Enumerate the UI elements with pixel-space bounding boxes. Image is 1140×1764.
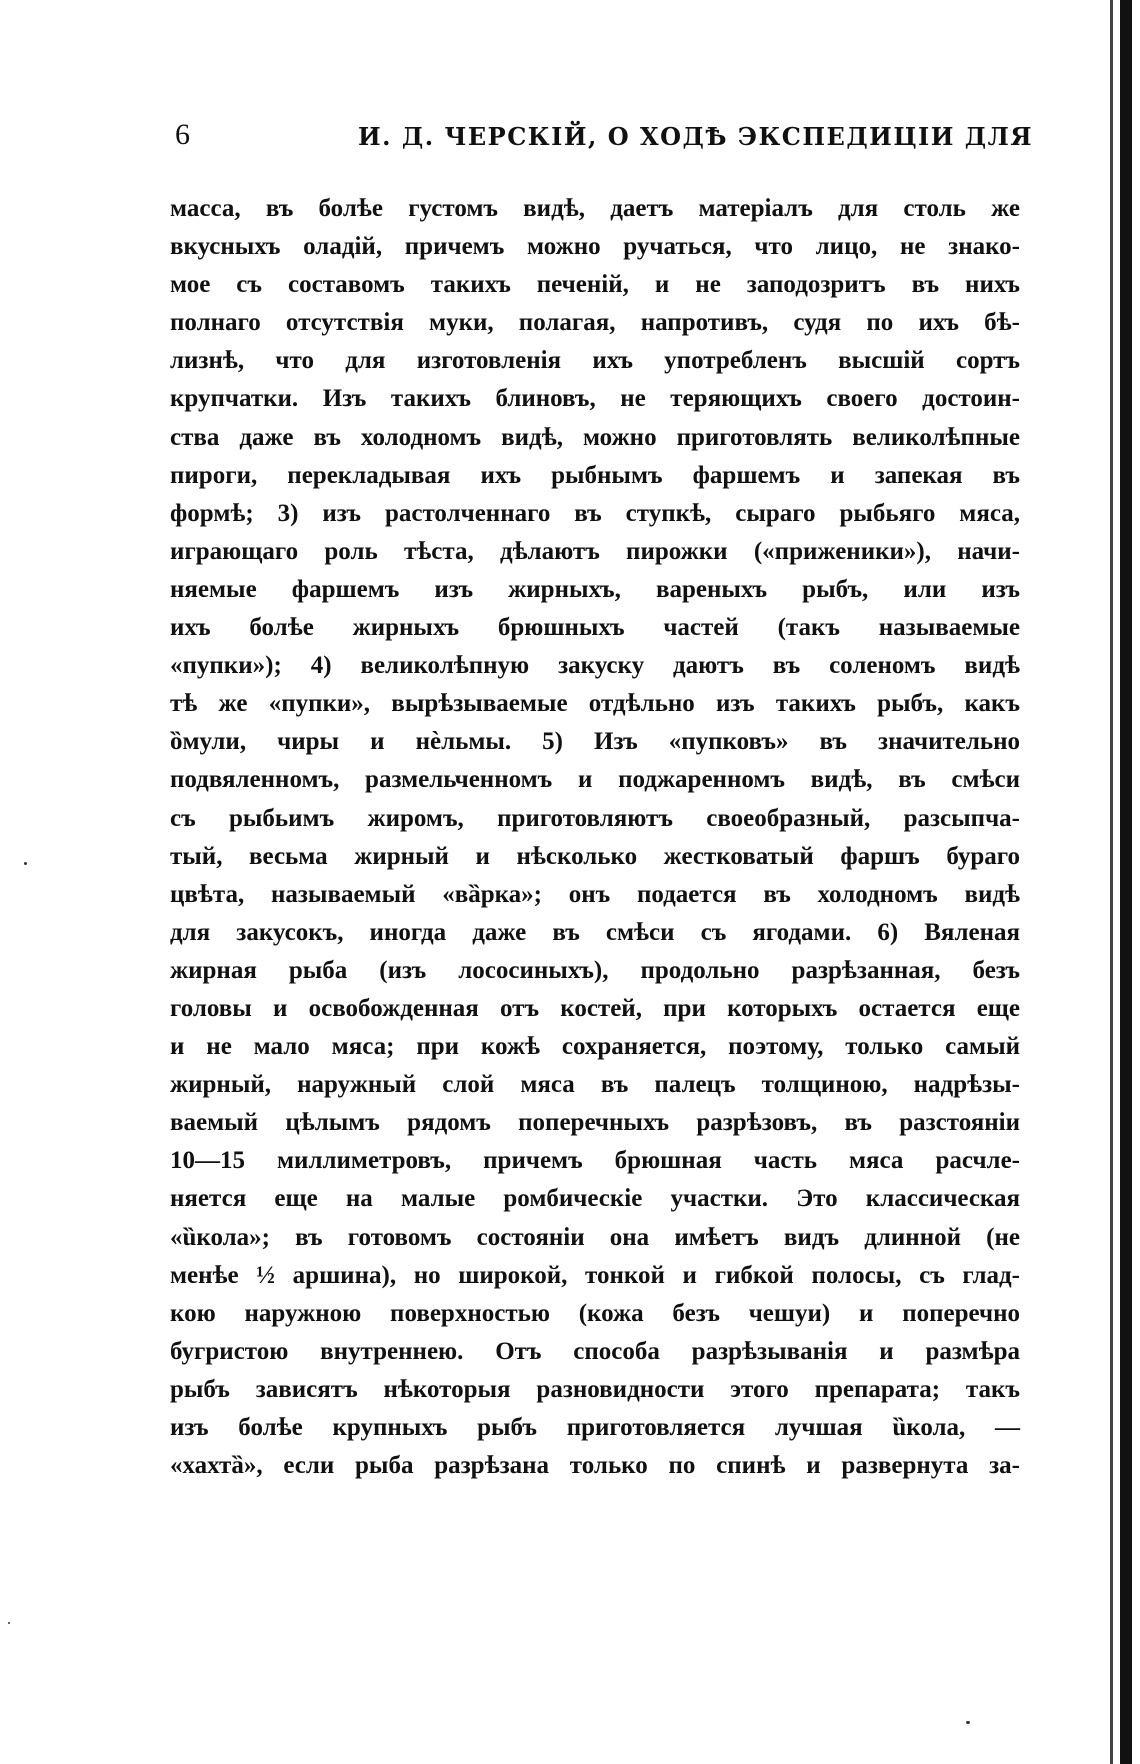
text-line: полнаго отсутствія муки, полагая, напротивъ, судя по ихъ бѣ- (170, 309, 1020, 337)
text-line: «хахтȁ», если рыба разрѣзана только по спинѣ и развернута за- (170, 1452, 1020, 1480)
running-title: И. Д. ЧЕРСКІЙ, О ХОДѢ ЭКСПЕДИЦІИ ДЛЯ (358, 122, 1034, 151)
text-line: ваемый цѣлымъ рядомъ поперечныхъ разрѣзовъ, въ разстояніи (170, 1109, 1020, 1137)
text-line: няемые фаршемъ изъ жирныхъ, вареныхъ рыбъ, или изъ (170, 575, 1020, 603)
text-line: пироги, перекладывая ихъ рыбнымъ фаршемъ и запекая въ (170, 461, 1020, 489)
text-line: изъ болѣе крупныхъ рыбъ приготовляется лучшая ȕкола, — (170, 1414, 1020, 1441)
text-line: для закусокъ, иногда даже въ смѣси съ ягодами. 6) Вяленая (170, 918, 1020, 946)
text-line: формѣ; 3) изъ растолченнаго въ ступкѣ, сыраго рыбьяго мяса, (170, 499, 1020, 527)
text-line: ства даже въ холодномъ видѣ, можно приготовлять великолѣпные (170, 423, 1020, 451)
text-line: кою наружною поверхностью (кожа безъ чешуи) и поперечно (170, 1299, 1020, 1327)
text-line: жирная рыба (изъ лососиныхъ), продольно разрѣзанная, безъ (170, 956, 1020, 984)
text-line: менѣе ½ аршина), но широкой, тонкой и гибкой полосы, съ глад- (170, 1261, 1020, 1289)
text-line: съ рыбьимъ жиромъ, приготовляютъ своеобразный, разсыпча- (170, 804, 1020, 832)
text-line: ихъ болѣе жирныхъ брюшныхъ частей (такъ называемые (170, 614, 1020, 642)
text-line: цвѣта, называемый «вȁрка»; онъ подается въ холодномъ видѣ (170, 880, 1020, 908)
text-line: бугристою внутреннею. Отъ способа разрѣзыванія и размѣра (170, 1337, 1020, 1365)
text-line: лизнѣ, что для изготовленія ихъ употребленъ высшій сортъ (170, 347, 1020, 375)
text-line: играющаго роль тѣста, дѣлаютъ пирожки («приженики»), начи- (170, 537, 1020, 565)
text-line: подвяленномъ, размельченномъ и поджаренномъ видѣ, въ смѣси (170, 766, 1020, 794)
text-line: рыбъ зависятъ нѣкоторыя разновидности этого препарата; такъ (170, 1375, 1020, 1403)
scan-speck (966, 1721, 970, 1724)
page-header (175, 118, 1035, 158)
text-line: головы и освобожденная отъ костей, при которыхъ остается еще (170, 994, 1020, 1022)
text-line: 10—15 миллиметровъ, причемъ брюшная часть мяса расчле- (170, 1147, 1020, 1175)
text-line: вкусныхъ оладій, причемъ можно ручаться, что лицо, не знако- (170, 233, 1020, 261)
page-edge-shadow (1110, 0, 1113, 1764)
text-line: ȍмули, чиры и нѐльмы. 5) Изъ «пупковъ» въ значительно (170, 728, 1020, 756)
text-line: крупчатки. Изъ такихъ блиновъ, не теряющихъ своего достоин- (170, 385, 1020, 413)
text-line: «ȕкола»; въ готовомъ состояніи она имѣетъ видъ длинной (не (170, 1223, 1020, 1251)
text-line: няется еще на малые ромбическіе участки. Это классическая (170, 1185, 1020, 1213)
text-line: масса, въ болѣе густомъ видѣ, даетъ матеріалъ для столь же (170, 195, 1020, 222)
text-line: жирный, наружный слой мяса въ палецъ толщиною, надрѣзы- (170, 1071, 1020, 1099)
scan-speck (24, 862, 27, 865)
scan-speck (8, 1622, 10, 1624)
text-line: и не мало мяса; при кожѣ сохраняется, поэтому, только самый (170, 1033, 1020, 1061)
body-text (170, 190, 1020, 1485)
page-edge-binding (1120, 0, 1132, 1764)
page-number: 6 (175, 118, 190, 151)
text-line: мое съ составомъ такихъ печеній, и не заподозритъ въ нихъ (170, 271, 1020, 299)
text-line: тѣ же «пупки», вырѣзываемые отдѣльно изъ такихъ рыбъ, какъ (170, 690, 1020, 718)
text-line: тый, весьма жирный и нѣсколько жестковатый фаршъ бураго (170, 842, 1020, 870)
text-line: «пупки»); 4) великолѣпную закуску даютъ въ соленомъ видѣ (170, 652, 1020, 680)
